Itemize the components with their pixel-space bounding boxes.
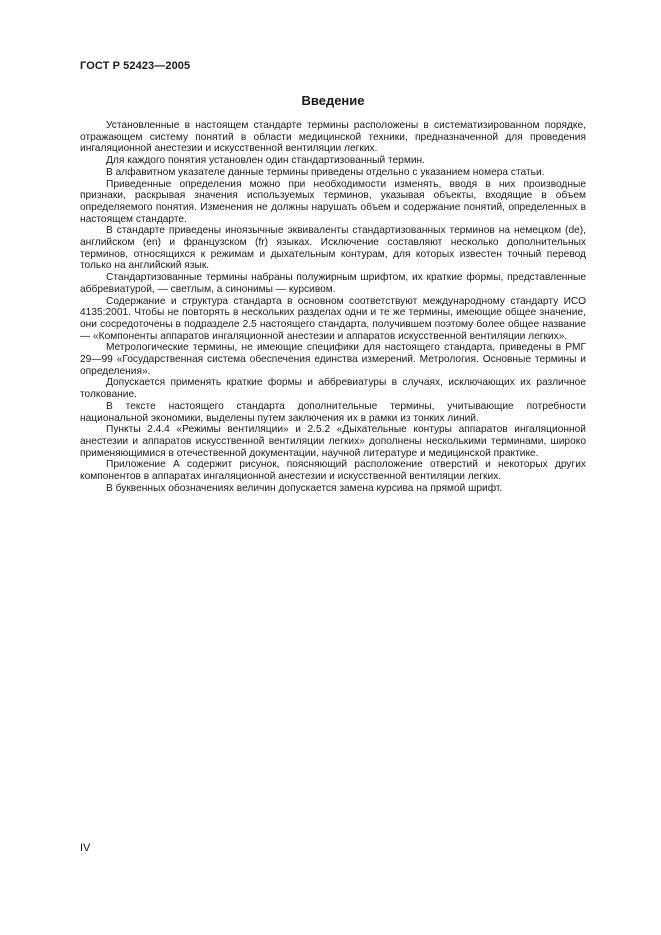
paragraph-4: Приведенные определения можно при необходимости изменять, вводя в них производные признаки, раскрывая значения используемых терминов, указывая объекты, входящие в объем определяемого понятия. Изменения не должны нарушать объем и содержание понятий, определенных в настоящем стандарте. (80, 178, 586, 225)
document-body (80, 120, 586, 495)
paragraph-1: Установленные в настоящем стандарте термины расположены в систематизированном порядке, отражающем систему понятий в области медицинской техники, предназначенной для проведения ингаляционной анестезии и искусственной вентиляции легких. (80, 120, 586, 155)
paragraph-9: Допускается применять краткие формы и аббревиатуры в случаях, исключающих их различное толкование. (80, 377, 586, 401)
page-number: IV (80, 842, 91, 854)
paragraph-13: В буквенных обозначениях величин допускается замена курсива на прямой шрифт. (106, 482, 503, 494)
paragraph-5: В стандарте приведены иноязычные эквиваленты стандартизованных терминов на немецком (de), английском (en) и французском (fr) языках. Исключение составляют несколько дополнительных терминов, относящихся к режимам и дыхательным контурам, для которых известен точный перевод только на английский язык. (80, 225, 586, 272)
section-title: Введение (301, 93, 365, 108)
standard-code: ГОСТ Р 52423—2005 (80, 60, 191, 72)
paragraph-12: Приложение А содержит рисунок, поясняющий расположение отверстий и некоторых других компонентов в аппаратах ингаляционной анестезии и искусственной вентиляции легких. (80, 459, 586, 483)
paragraph-10: В тексте настоящего стандарта дополнительные термины, учитывающие потребности национальной экономики, выделены путем заключения их в рамки из тонких линий. (80, 400, 586, 424)
paragraph-3: В алфавитном указателе данные термины приведены отдельно с указанием номера статьи. (106, 166, 545, 178)
paragraph-11: Пункты 2.4.4 «Режимы вентиляции» и 2.5.2 «Дыхательные контуры аппаратов ингаляционной анестезии и аппаратов искусственной вентиляции легких» дополнены несколькими терминами, широко применяющимися в отечественной документации, научной литературе и медицинской практике. (80, 424, 586, 459)
paragraph-6: Стандартизованные термины набраны полужирным шрифтом, их краткие формы, представленные аббревиатурой, — светлым, а синонимы — курсивом. (80, 272, 586, 295)
paragraph-7: Содержание и структура стандарта в основном соответствуют международному стандарту ИСО 4135:2001. Чтобы не повторять в нескольких разделах одни и те же термины, имеющие общее значение, они сосредоточены в подразделе 2.5 настоящего стандарта, получившем поэтому более общее название — «Компоненты аппаратов ингаляционной анестезии и аппаратов искусственной вентиляции легких». (80, 295, 586, 342)
paragraph-8: Метрологические термины, не имеющие специфики для настоящего стандарта, приведены в РМГ 29—99 «Государственная система обеспечения единства измерений. Метрология. Основные термины и определения». (80, 342, 586, 377)
paragraph-2: Для каждого понятия установлен один стандартизованный термин. (106, 155, 425, 167)
